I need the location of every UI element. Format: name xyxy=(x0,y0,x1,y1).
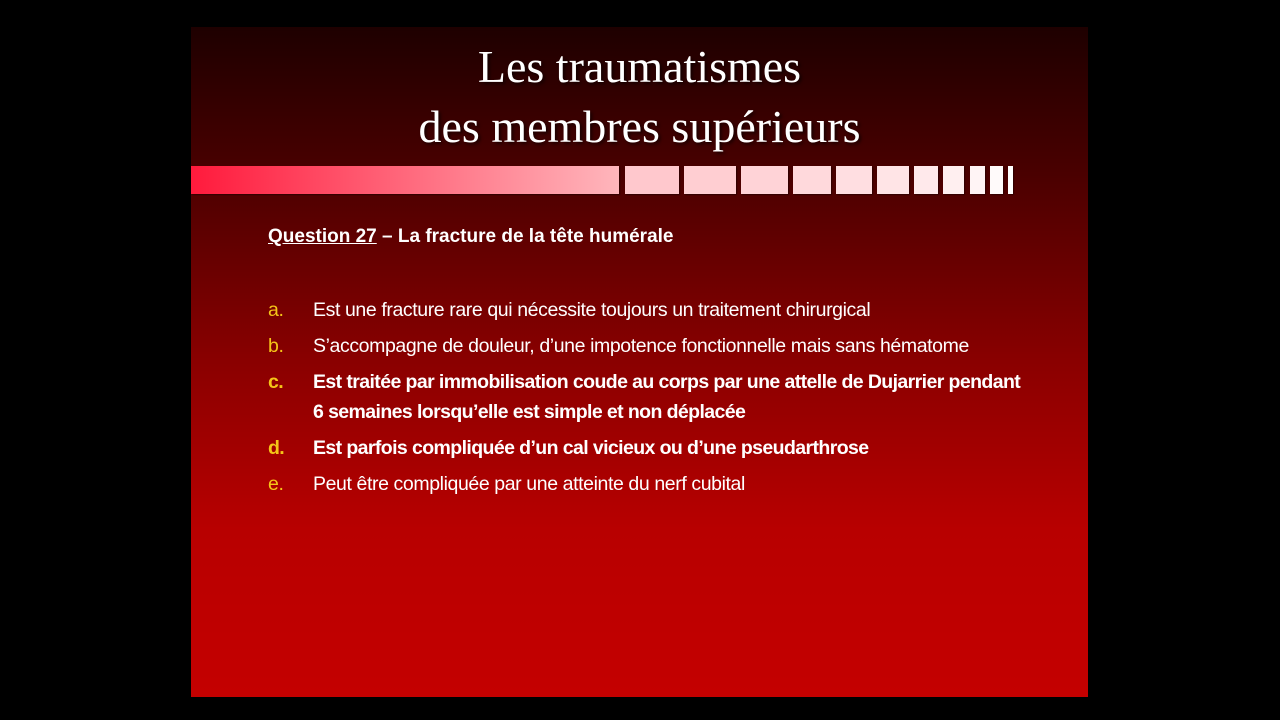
answer-letter: e. xyxy=(268,473,284,495)
bar-segment xyxy=(684,166,736,194)
bar-segment xyxy=(970,166,985,194)
bar-segment xyxy=(625,166,679,194)
answer-text: S’accompagne de douleur, d’une impotence fonctionnelle mais sans hématome xyxy=(313,335,969,357)
bar-segment xyxy=(741,166,788,194)
answer-item-a xyxy=(268,295,1028,325)
bar-segment xyxy=(990,166,1003,194)
answer-list xyxy=(268,295,1028,505)
answer-item-c xyxy=(268,367,1028,427)
title-line-2: des membres supérieurs xyxy=(418,101,861,152)
answer-letter: a. xyxy=(268,299,284,321)
answer-item-e xyxy=(268,469,1028,499)
bar-segment xyxy=(943,166,964,194)
bar-segment xyxy=(793,166,831,194)
bar-segment xyxy=(1008,166,1013,194)
answer-letter: b. xyxy=(268,335,284,357)
bar-segment xyxy=(836,166,872,194)
question-text: – La fracture de la tête humérale xyxy=(376,226,674,247)
question-heading xyxy=(268,226,673,248)
bar-segment xyxy=(914,166,938,194)
answer-text: Peut être compliquée par une atteinte du nerf cubital xyxy=(313,473,745,495)
slide-title xyxy=(191,37,1088,157)
answer-item-b xyxy=(268,331,1028,361)
answer-text: Est une fracture rare qui nécessite toujours un traitement chirurgical xyxy=(313,299,871,321)
bar-main-segment xyxy=(191,166,619,194)
answer-text: Est traitée par immobilisation coude au corps par une attelle de Dujarrier pendant 6 semaines lorsqu’elle est simple et non déplacée xyxy=(313,371,1021,423)
answer-text: Est parfois compliquée d’un cal vicieux ou d’une pseudarthrose xyxy=(313,437,869,459)
answer-letter: d. xyxy=(268,437,285,459)
answer-letter: c. xyxy=(268,371,284,393)
title-line-1: Les traumatismes xyxy=(477,41,802,92)
question-label: Question 27 xyxy=(268,226,377,247)
answer-item-d xyxy=(268,433,1028,463)
slide xyxy=(191,27,1088,697)
bar-segment xyxy=(877,166,909,194)
decorative-gradient-bar xyxy=(191,166,1014,194)
